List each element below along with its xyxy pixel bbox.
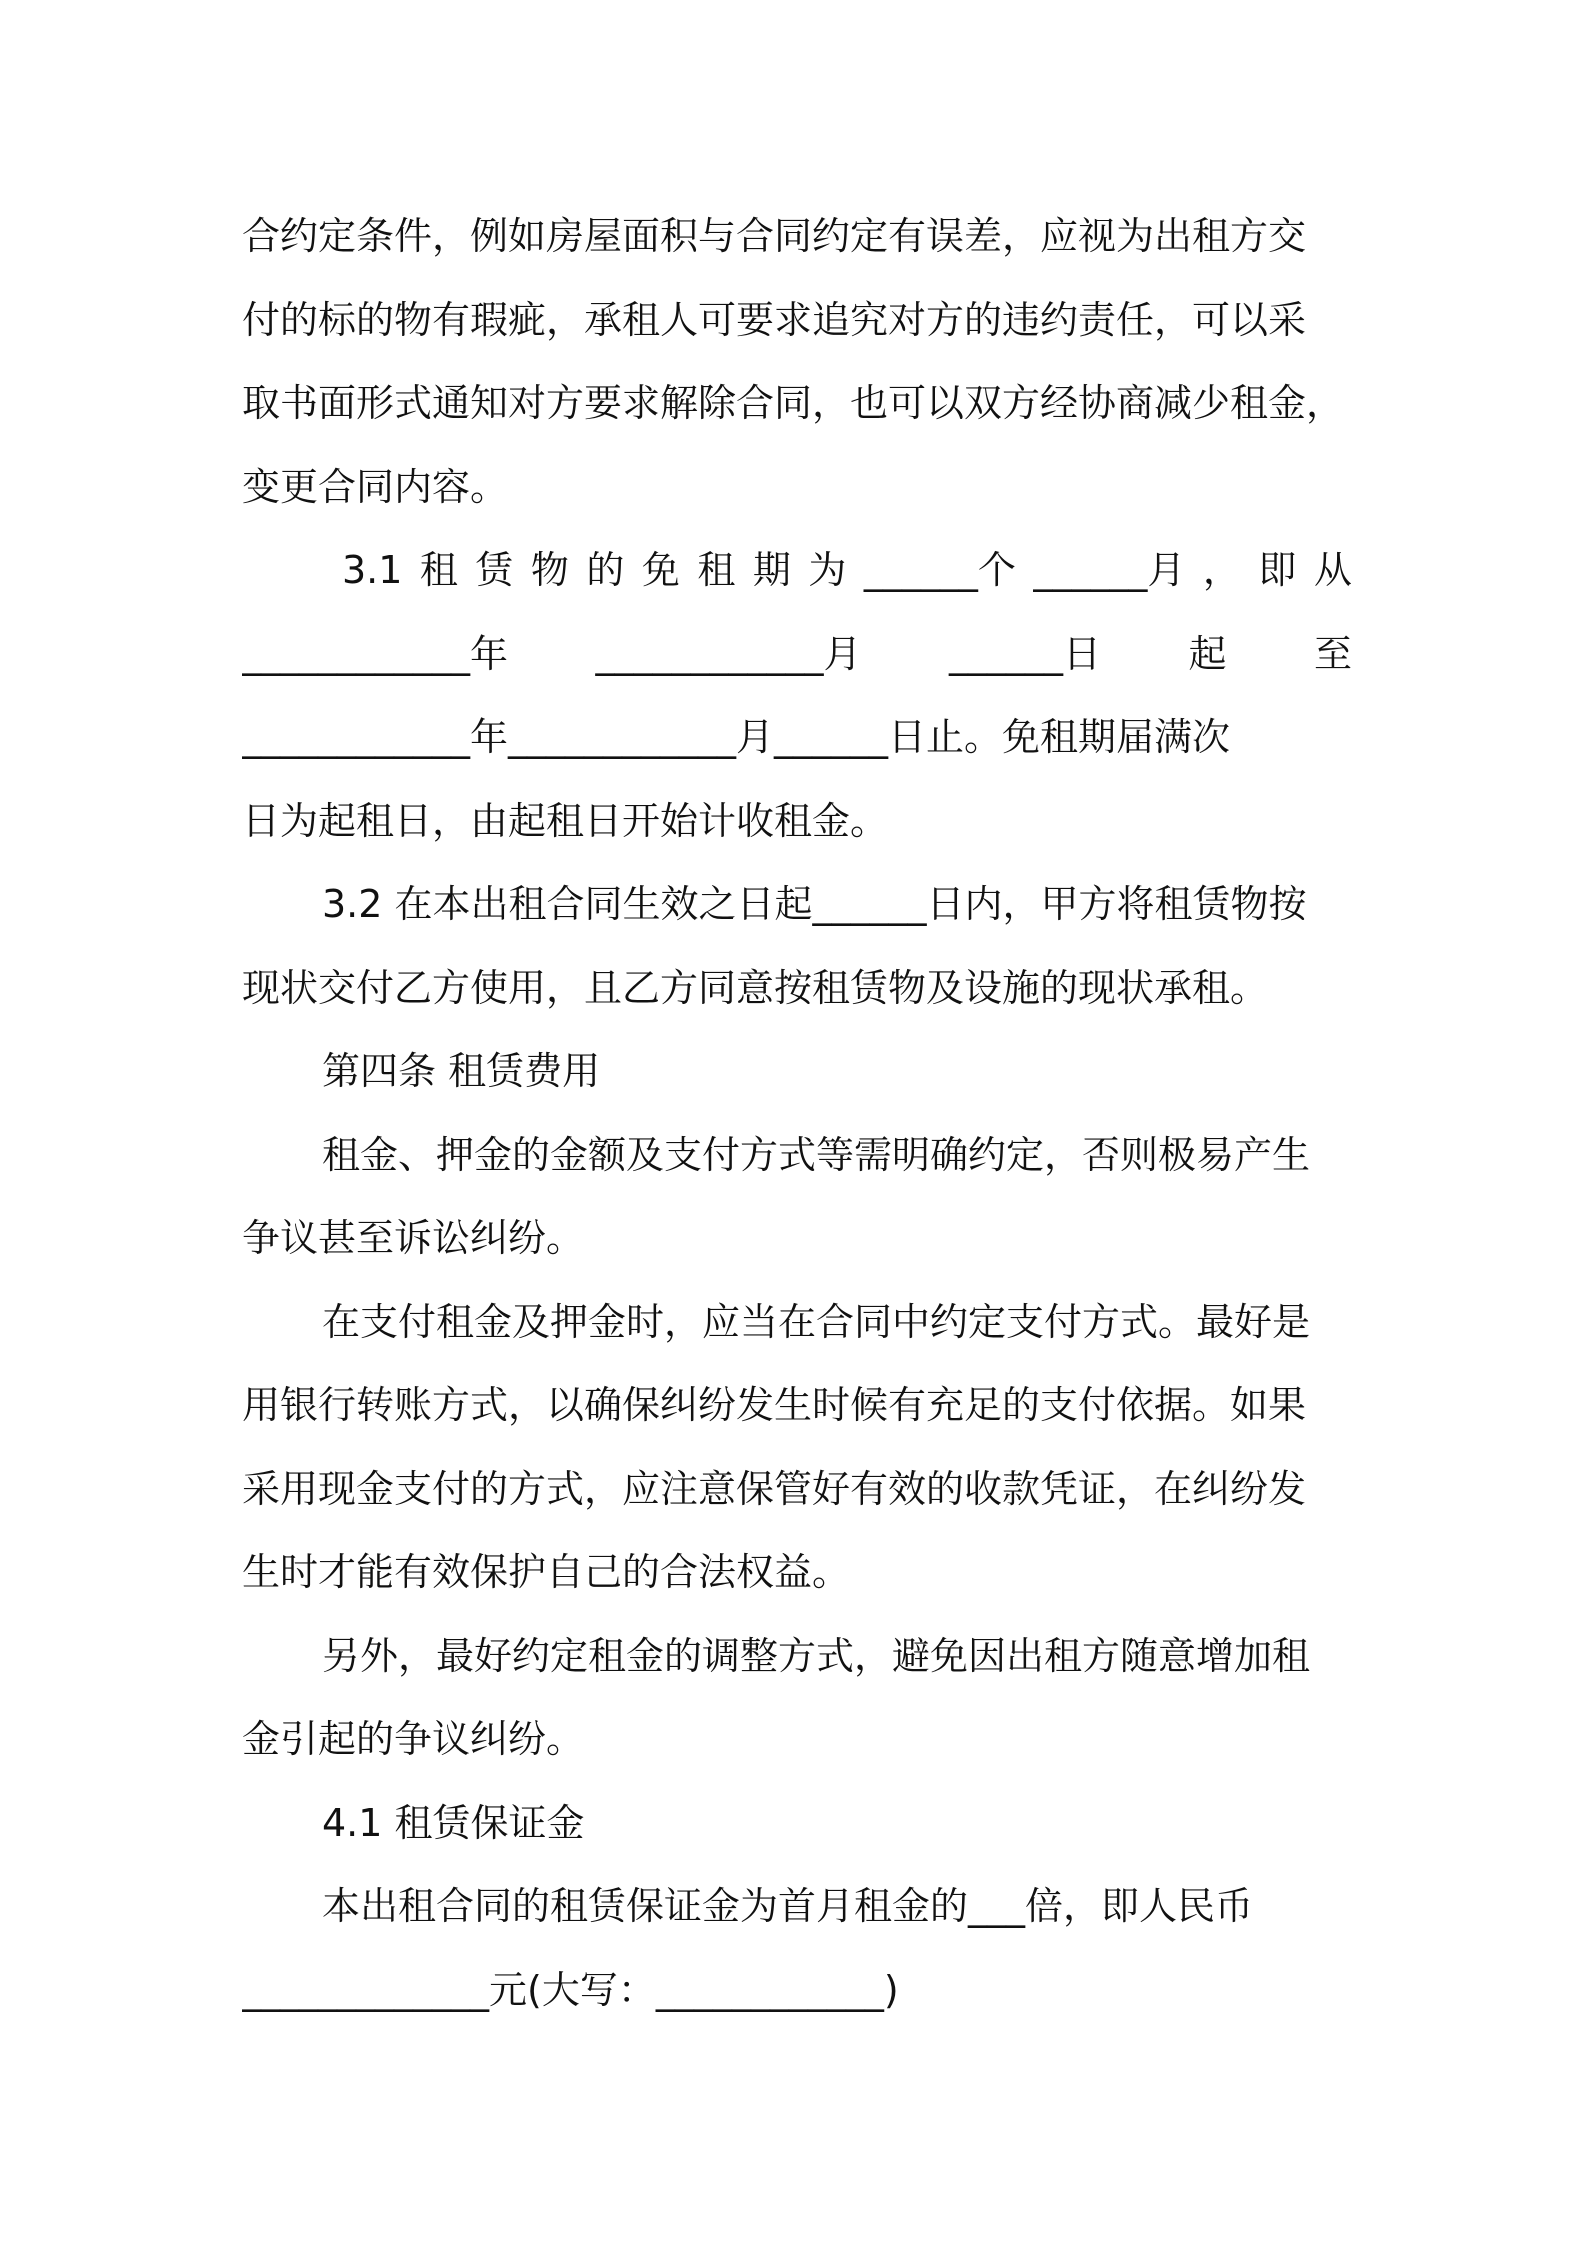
text-line: 付的标的物有瑕疵，承租人可要求追究对方的违约责任，可以采 <box>242 297 1307 342</box>
deposit-amount-line: _____________元(大写：____________) <box>242 1967 899 2012</box>
text-fragment: 租 <box>419 548 458 592</box>
text-fragment: 物 <box>530 548 569 592</box>
text-line: 采用现金支付的方式，应注意保管好有效的收款凭证，在纠纷发 <box>242 1466 1307 1511</box>
text-fragment: 期 <box>752 548 791 592</box>
document-body <box>242 195 1352 2032</box>
paragraph-start: 本出租合同的租赁保证金为首月租金的___倍，即人民币 <box>322 1884 1254 1928</box>
text-fragment: 3.1 <box>342 548 403 592</box>
text-fragment: 从 <box>1313 548 1352 592</box>
text-fragment: 即 <box>1258 548 1297 592</box>
date-range-line <box>242 613 1352 697</box>
blank-field: ____________年 <box>242 631 509 676</box>
text-line: ____________年____________月______日止。免租期届满次 <box>242 715 1231 759</box>
paragraph-start: 在支付租金及押金时，应当在合同中约定支付方式。最好是 <box>322 1299 1311 1344</box>
clause-3-1-line <box>242 529 1352 613</box>
text-line: 合约定条件，例如房屋面积与合同约定有误差，应视为出租方交 <box>242 214 1307 258</box>
blank-field: ____________月 <box>595 631 862 676</box>
section-heading: 第四条 租赁费用 <box>322 1049 601 1093</box>
clause-4-1-heading: 4.1 租赁保证金 <box>322 1800 585 1845</box>
text-line: 取书面形式通知对方要求解除合同，也可以双方经协商减少租金， <box>242 381 1345 425</box>
text-fragment: ， <box>1202 548 1241 592</box>
paragraph-start: 租金、押金的金额及支付方式等需明确约定，否则极易产生 <box>322 1132 1311 1177</box>
text-line: 金引起的争议纠纷。 <box>242 1717 585 1761</box>
text-line: 日为起租日，由起租日开始计收租金。 <box>242 798 889 843</box>
text-fragment: 的 <box>586 548 625 592</box>
text-line: 用银行转账方式，以确保纠纷发生时候有充足的支付依据。如果 <box>242 1383 1307 1427</box>
text-line: 现状交付乙方使用，且乙方同意按租赁物及设施的现状承租。 <box>242 965 1269 1010</box>
paragraph-start: 另外，最好约定租金的调整方式，避免因出租方随意增加租 <box>322 1633 1311 1678</box>
text-fragment: 租 <box>697 548 736 592</box>
text-line: 生时才能有效保护自己的合法权益。 <box>242 1550 851 1594</box>
text-line: 变更合同内容。 <box>242 464 509 509</box>
blank-field: ______日 <box>948 631 1101 676</box>
text-line: 争议甚至诉讼纠纷。 <box>242 1216 585 1260</box>
blank-field: ______月 <box>1033 548 1186 592</box>
text-fragment: 赁 <box>475 548 514 592</box>
blank-field: ______个 <box>863 548 1016 592</box>
text-fragment: 至 <box>1313 631 1352 676</box>
text-fragment: 起 <box>1188 631 1227 676</box>
clause-3-2-line: 3.2 在本出租合同生效之日起______日内，甲方将租赁物按 <box>322 882 1307 926</box>
text-fragment: 为 <box>808 548 847 592</box>
text-fragment: 免 <box>641 548 680 592</box>
